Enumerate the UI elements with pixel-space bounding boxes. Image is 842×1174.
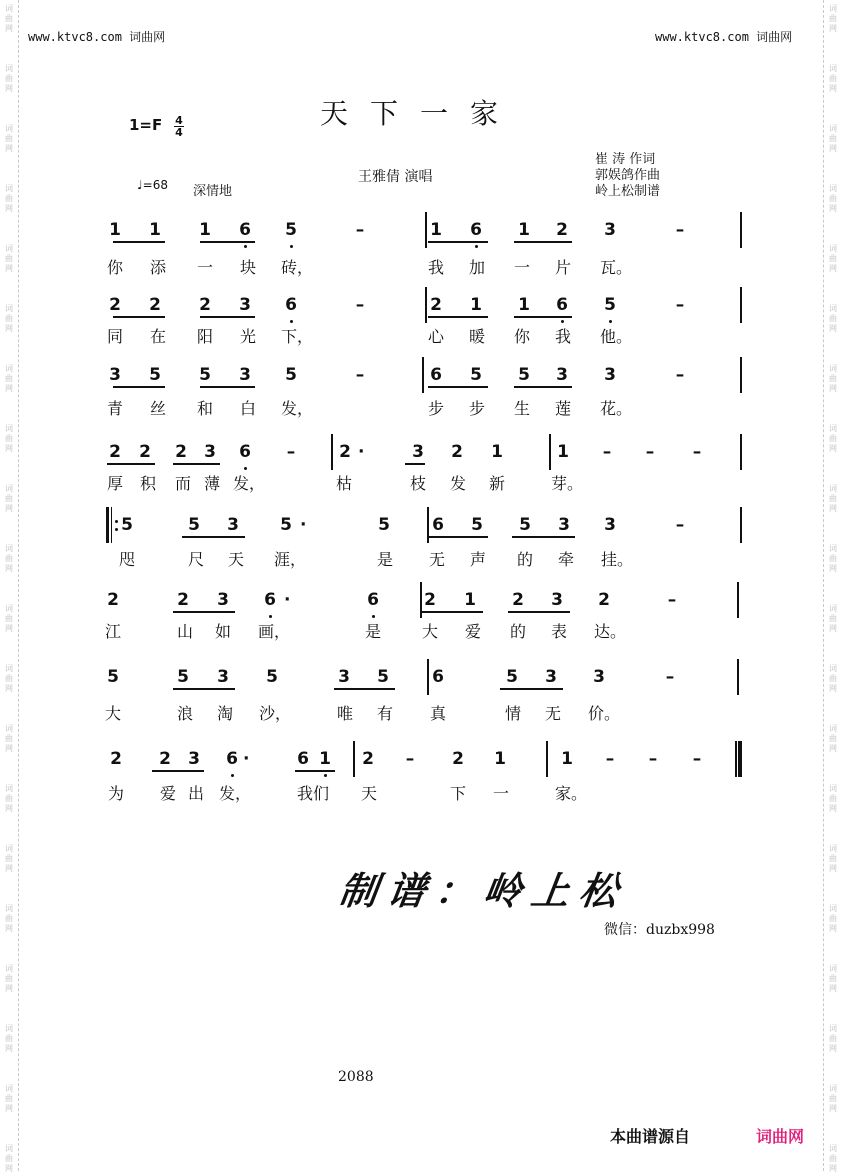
left-watermark-strip <box>0 0 19 1171</box>
lyric-syllable: 白 <box>239 399 257 418</box>
note: 6 <box>285 295 297 315</box>
lyric-syllable: 挂。 <box>600 550 634 569</box>
lyric-syllable: 薄 <box>203 474 221 493</box>
sustain-dash: – <box>645 442 655 462</box>
note: 6 <box>239 442 251 462</box>
arranger-credit: 岭上松制谱 <box>595 184 661 199</box>
eighth-beam <box>514 386 572 388</box>
watermark-text: 词曲网 <box>829 664 837 693</box>
note: 1 <box>470 295 482 315</box>
lyric-syllable: 而 <box>174 474 192 493</box>
lyric-syllable: 声 <box>469 550 487 569</box>
note: 5 <box>285 365 297 385</box>
barline <box>331 434 333 470</box>
note: 2 <box>149 295 161 315</box>
repeat-barline <box>111 507 112 543</box>
watermark-text: 词曲网 <box>829 4 837 33</box>
note: 5 <box>199 365 211 385</box>
lyric-syllable: 厚 <box>106 474 124 493</box>
lyric-syllable: 家。 <box>554 784 588 803</box>
note: 2 <box>139 442 151 462</box>
note: 2 <box>110 749 122 769</box>
barline <box>422 357 424 393</box>
lyric-syllable: 砖， <box>280 258 314 277</box>
lyric-syllable: 是 <box>364 622 382 641</box>
watermark-text: 词曲网 <box>829 304 837 333</box>
barline <box>546 741 548 777</box>
sustain-dash: – <box>405 749 415 769</box>
note: 1 <box>494 749 506 769</box>
note: 2 <box>109 295 121 315</box>
note: 3 <box>558 515 570 535</box>
lyric-syllable: 真 <box>429 704 447 723</box>
lyric-syllable: 花。 <box>599 399 633 418</box>
lyric-syllable: 发， <box>232 474 266 493</box>
eighth-beam <box>173 688 235 690</box>
octave-dot-below <box>372 615 375 618</box>
lyric-syllable: 块 <box>239 258 257 277</box>
note: 2 <box>424 590 436 610</box>
watermark-text: 词曲网 <box>5 244 13 273</box>
lyric-syllable: 生 <box>513 399 531 418</box>
note: 1 <box>557 442 569 462</box>
note: 5 <box>177 667 189 687</box>
watermark-text: 词曲网 <box>5 904 13 933</box>
lyric-syllable: 片 <box>554 258 572 277</box>
note: 2 <box>177 590 189 610</box>
lyric-syllable: 天 <box>227 550 245 569</box>
sustain-dash: – <box>355 295 365 315</box>
note: 2 <box>451 442 463 462</box>
note: 5 <box>470 365 482 385</box>
watermark-text: 词曲网 <box>5 364 13 393</box>
note: 2 <box>362 749 374 769</box>
time-signature <box>174 115 184 138</box>
lyric-syllable: 一 <box>513 258 531 277</box>
lyric-syllable: 尺 <box>187 550 205 569</box>
header-url-left: www.ktvc8.com 词曲网 <box>28 30 166 44</box>
barline <box>425 212 427 248</box>
eighth-beam <box>113 386 165 388</box>
sustain-dash: – <box>667 590 677 610</box>
note: 2 <box>199 295 211 315</box>
barline <box>740 212 742 248</box>
watermark-text: 词曲网 <box>5 304 13 333</box>
sustain-dash: – <box>692 442 702 462</box>
augmentation-dot: · <box>300 515 307 535</box>
watermark-text: 词曲网 <box>829 364 837 393</box>
note: 1 <box>430 220 442 240</box>
lyric-syllable: 为 <box>107 784 125 803</box>
lyric-syllable: 和 <box>196 399 214 418</box>
note: 2 <box>175 442 187 462</box>
lyric-syllable: 莲 <box>554 399 572 418</box>
note: 2 <box>107 590 119 610</box>
repeat-dot <box>115 520 118 523</box>
watermark-text: 词曲网 <box>829 1144 837 1173</box>
barline <box>740 507 742 543</box>
watermark-text: 词曲网 <box>5 1024 13 1053</box>
lyric-syllable: 情 <box>504 704 522 723</box>
note: 3 <box>204 442 216 462</box>
note: 3 <box>217 667 229 687</box>
key-signature: 1=F <box>129 116 163 134</box>
note: 5 <box>285 220 297 240</box>
note: 5 <box>518 365 530 385</box>
barline <box>425 287 427 323</box>
note: 5 <box>266 667 278 687</box>
lyric-syllable: 达。 <box>593 622 627 641</box>
sustain-dash: – <box>648 749 658 769</box>
note: 2 <box>430 295 442 315</box>
eighth-beam <box>405 463 425 465</box>
lyric-syllable: 牵 <box>557 550 575 569</box>
watermark-text: 词曲网 <box>5 724 13 753</box>
sustain-dash: – <box>602 442 612 462</box>
note: 3 <box>239 365 251 385</box>
composer-credit: 郭娱鸽作曲 <box>595 168 661 183</box>
octave-dot-below <box>290 320 293 323</box>
note: 3 <box>217 590 229 610</box>
note: 3 <box>188 749 200 769</box>
watermark-text: 词曲网 <box>829 1084 837 1113</box>
note: 2 <box>556 220 568 240</box>
note: 3 <box>227 515 239 535</box>
lyric-syllable: 是 <box>376 550 394 569</box>
source-label: 本曲谱源自 <box>610 1127 691 1146</box>
lyric-syllable: 阳 <box>196 327 214 346</box>
sustain-dash: – <box>355 365 365 385</box>
octave-dot-below <box>475 245 478 248</box>
barline <box>740 357 742 393</box>
watermark-text: 词曲网 <box>829 904 837 933</box>
watermark-text: 词曲网 <box>829 124 837 153</box>
note: 1 <box>491 442 503 462</box>
eighth-beam <box>421 611 483 613</box>
note: 3 <box>109 365 121 385</box>
repeat-barline <box>106 507 109 543</box>
note: 1 <box>518 220 530 240</box>
lyric-syllable: 画， <box>257 622 291 641</box>
watermark-text: 词曲网 <box>829 724 837 753</box>
note: 3 <box>604 515 616 535</box>
expression-marking: 深情地 <box>193 184 233 199</box>
barline <box>353 741 355 777</box>
note: 1 <box>518 295 530 315</box>
note: 2 <box>598 590 610 610</box>
watermark-text: 词曲网 <box>829 604 837 633</box>
note: 5 <box>506 667 518 687</box>
sustain-dash: – <box>675 295 685 315</box>
lyric-syllable: 枝 <box>409 474 427 493</box>
note: 3 <box>239 295 251 315</box>
sustain-dash: – <box>675 515 685 535</box>
eighth-beam <box>200 316 255 318</box>
eighth-beam <box>512 536 575 538</box>
note: 5 <box>377 667 389 687</box>
lyric-syllable: 无 <box>544 704 562 723</box>
eighth-beam <box>200 241 255 243</box>
lyric-syllable: 步 <box>427 399 445 418</box>
note: 3 <box>412 442 424 462</box>
eighth-beam <box>514 241 572 243</box>
watermark-text: 词曲网 <box>829 424 837 453</box>
note: 3 <box>593 667 605 687</box>
right-watermark-strip <box>823 0 842 1171</box>
tempo-marking: ♩=68 <box>137 178 168 192</box>
header-url-right: www.ktvc8.com 词曲网 <box>655 30 793 44</box>
lyric-syllable: 咫 <box>118 550 136 569</box>
watermark-text: 词曲网 <box>5 844 13 873</box>
eighth-beam <box>508 611 570 613</box>
lyric-syllable: 你 <box>513 327 531 346</box>
octave-dot-below <box>290 245 293 248</box>
lyric-syllable: 枯 <box>335 474 353 493</box>
eighth-beam <box>428 241 488 243</box>
eighth-beam <box>113 241 165 243</box>
watermark-text: 词曲网 <box>5 544 13 573</box>
note: 5 <box>378 515 390 535</box>
eighth-beam <box>428 386 488 388</box>
lyric-syllable: 表 <box>550 622 568 641</box>
watermark-text: 词曲网 <box>829 784 837 813</box>
eighth-beam <box>500 688 563 690</box>
barline <box>427 659 429 695</box>
lyric-syllable: 加 <box>468 258 486 277</box>
eighth-beam <box>514 316 572 318</box>
eighth-beam <box>295 770 335 772</box>
watermark-text: 词曲网 <box>829 964 837 993</box>
barline <box>735 741 737 777</box>
lyric-syllable: 爱 <box>464 622 482 641</box>
watermark-text: 词曲网 <box>5 964 13 993</box>
song-title: 天下一家 <box>320 97 521 130</box>
lyric-syllable: 的 <box>509 622 527 641</box>
wechat-id: 微信：duzbx998 <box>604 922 715 938</box>
watermark-text: 词曲网 <box>829 544 837 573</box>
barline <box>740 434 742 470</box>
barline <box>737 582 739 618</box>
watermark-text: 词曲网 <box>5 4 13 33</box>
lyric-syllable: 发， <box>280 399 314 418</box>
octave-dot-below <box>231 774 234 777</box>
eighth-beam <box>152 770 204 772</box>
note: 6 <box>556 295 568 315</box>
lyric-syllable: 我 <box>427 258 445 277</box>
note: 5 <box>149 365 161 385</box>
lyric-syllable: 步 <box>468 399 486 418</box>
lyric-syllable: 暖 <box>468 327 486 346</box>
sustain-dash: – <box>605 749 615 769</box>
lyricist-credit: 崔 涛 作词 <box>595 152 656 167</box>
sustain-dash: – <box>665 667 675 687</box>
watermark-text: 词曲网 <box>829 64 837 93</box>
lyric-syllable: 发 <box>449 474 467 493</box>
octave-dot-below <box>244 467 247 470</box>
watermark-text: 词曲网 <box>829 184 837 213</box>
lyric-syllable: 下 <box>449 784 467 803</box>
note: 2 <box>452 749 464 769</box>
sustain-dash: – <box>286 442 296 462</box>
lyric-syllable: 山 <box>176 622 194 641</box>
lyric-syllable: 在 <box>149 327 167 346</box>
sustain-dash: – <box>692 749 702 769</box>
note: 6 <box>430 365 442 385</box>
lyric-syllable: 涯， <box>273 550 307 569</box>
watermark-text: 词曲网 <box>829 484 837 513</box>
lyric-syllable: 有 <box>376 704 394 723</box>
watermark-text: 词曲网 <box>5 1144 13 1173</box>
watermark-text: 词曲网 <box>5 664 13 693</box>
note: 6 <box>470 220 482 240</box>
lyric-syllable: 我们 <box>296 784 330 803</box>
lyric-syllable: 的 <box>516 550 534 569</box>
lyric-syllable: 浪 <box>176 704 194 723</box>
watermark-text: 词曲网 <box>5 124 13 153</box>
lyric-syllable: 你 <box>106 258 124 277</box>
note: 5 <box>188 515 200 535</box>
time-signature-numerator: 4 <box>175 114 183 127</box>
eighth-beam <box>200 386 255 388</box>
lyric-syllable: 大 <box>104 704 122 723</box>
note: 6 <box>239 220 251 240</box>
watermark-text: 词曲网 <box>5 604 13 633</box>
final-barline <box>738 741 742 777</box>
lyric-syllable: 爱 <box>159 784 177 803</box>
eighth-beam <box>334 688 395 690</box>
note: 1 <box>319 749 331 769</box>
lyric-syllable: 添 <box>149 258 167 277</box>
lyric-syllable: 一 <box>492 784 510 803</box>
note: 5 <box>471 515 483 535</box>
note: 1 <box>109 220 121 240</box>
note: 1 <box>561 749 573 769</box>
lyric-syllable: 下， <box>280 327 314 346</box>
barline <box>549 434 551 470</box>
watermark-text: 词曲网 <box>5 184 13 213</box>
barline <box>737 659 739 695</box>
lyric-syllable: 青 <box>106 399 124 418</box>
lyric-syllable: 如 <box>214 622 232 641</box>
lyric-syllable: 丝 <box>149 399 167 418</box>
lyric-syllable: 一 <box>196 258 214 277</box>
octave-dot-below <box>324 774 327 777</box>
note: 6 <box>297 749 309 769</box>
note: 5 <box>107 667 119 687</box>
note: 5 <box>121 515 133 535</box>
note: 2 <box>109 442 121 462</box>
lyric-syllable: 心 <box>427 327 445 346</box>
brand-link[interactable]: 词曲网 <box>756 1127 805 1146</box>
note: 3 <box>556 365 568 385</box>
lyric-syllable: 光 <box>239 327 257 346</box>
augmentation-dot: · <box>284 590 291 610</box>
eighth-beam <box>113 316 165 318</box>
watermark-text: 词曲网 <box>5 64 13 93</box>
note: 6 <box>432 515 444 535</box>
note: 3 <box>604 365 616 385</box>
lyric-syllable: 江 <box>104 622 122 641</box>
sustain-dash: – <box>675 220 685 240</box>
lyric-syllable: 他。 <box>599 327 633 346</box>
credits-block <box>595 152 660 200</box>
eighth-beam <box>107 463 155 465</box>
watermark-text: 词曲网 <box>5 784 13 813</box>
eighth-beam <box>428 316 488 318</box>
watermark-text: 词曲网 <box>5 484 13 513</box>
note: 3 <box>604 220 616 240</box>
lyric-syllable: 沙， <box>258 704 292 723</box>
lyric-syllable: 淘 <box>216 704 234 723</box>
note: 2 <box>159 749 171 769</box>
note: 3 <box>551 590 563 610</box>
lyric-syllable: 我 <box>554 327 572 346</box>
lyric-syllable: 新 <box>488 474 506 493</box>
octave-dot-below <box>269 615 272 618</box>
lyric-syllable: 芽。 <box>550 474 584 493</box>
watermark-text: 词曲网 <box>829 244 837 273</box>
note: 6 <box>432 667 444 687</box>
lyric-syllable: 大 <box>421 622 439 641</box>
eighth-beam <box>182 536 245 538</box>
signature: 制谱：岭上松 <box>336 868 631 913</box>
watermark-text: 词曲网 <box>5 1084 13 1113</box>
sustain-dash: – <box>675 365 685 385</box>
octave-dot-below <box>244 245 247 248</box>
lyric-syllable: 无 <box>428 550 446 569</box>
lyric-syllable: 价。 <box>587 704 621 723</box>
sustain-dash: – <box>355 220 365 240</box>
augmentation-dot: · <box>243 749 250 769</box>
note: 1 <box>199 220 211 240</box>
note: 5 <box>280 515 292 535</box>
lyric-syllable: 唯 <box>336 704 354 723</box>
note: 2 <box>339 442 351 462</box>
lyric-syllable: 同 <box>106 327 124 346</box>
note: 3 <box>338 667 350 687</box>
note: 3 <box>545 667 557 687</box>
eighth-beam <box>173 463 220 465</box>
lyric-syllable: 天 <box>360 784 378 803</box>
repeat-dot <box>115 528 118 531</box>
note: 6 <box>226 749 238 769</box>
lyric-syllable: 发， <box>218 784 252 803</box>
note: 2 <box>512 590 524 610</box>
note: 1 <box>464 590 476 610</box>
watermark-text: 词曲网 <box>829 1024 837 1053</box>
watermark-text: 词曲网 <box>829 844 837 873</box>
eighth-beam <box>173 611 235 613</box>
note: 5 <box>604 295 616 315</box>
singer-credit: 王雅倩 演唱 <box>358 169 433 185</box>
barline <box>740 287 742 323</box>
note: 6 <box>264 590 276 610</box>
time-signature-denominator: 4 <box>175 126 183 139</box>
octave-dot-below <box>609 320 612 323</box>
lyric-syllable: 出 <box>187 784 205 803</box>
eighth-beam <box>428 536 488 538</box>
page-number: 2088 <box>338 1069 374 1085</box>
lyric-syllable: 瓦。 <box>599 258 633 277</box>
note: 1 <box>149 220 161 240</box>
octave-dot-below <box>561 320 564 323</box>
note: 6 <box>367 590 379 610</box>
watermark-text: 词曲网 <box>5 424 13 453</box>
augmentation-dot: · <box>358 442 365 462</box>
note: 5 <box>519 515 531 535</box>
lyric-syllable: 积 <box>139 474 157 493</box>
